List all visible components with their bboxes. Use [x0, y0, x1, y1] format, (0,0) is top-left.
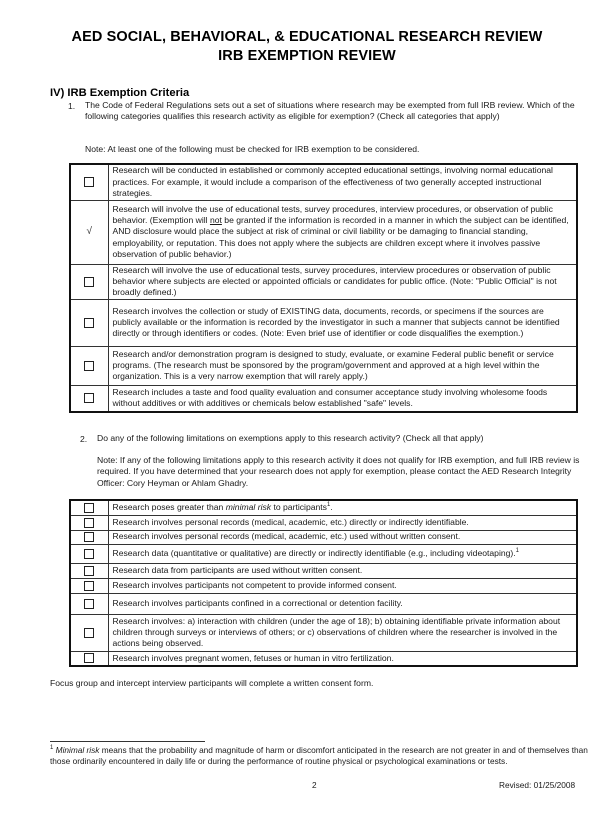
limitation-checkbox-4[interactable]	[70, 544, 108, 563]
table-row	[70, 200, 577, 264]
checkbox-empty-icon	[84, 393, 94, 403]
checkbox-empty-icon	[84, 318, 94, 328]
table-row	[70, 264, 577, 299]
limitation-text: Research involves participants not competent to provide informed consent.	[108, 578, 577, 593]
limitation-checkbox-1[interactable]	[70, 500, 108, 515]
checkbox-empty-icon	[84, 599, 94, 609]
limitation-text: Research data from participants are used without written consent.	[108, 563, 577, 578]
table-row	[70, 299, 577, 346]
question-1-note: Note: At least one of the following must be checked for IRB exemption to be considered.	[85, 144, 420, 154]
limitation-checkbox-9[interactable]	[70, 651, 108, 666]
footnote: $^1$ Minimal risk means that the probability and magnitude of harm or discomfort anticipated in the research are not greater in and of themselves than those ordinarily encountered in daily life or during the performance of routine physical or psychological examinations or tests.	[50, 745, 588, 767]
table-row	[70, 578, 577, 593]
exemption-criteria-table	[69, 163, 578, 413]
table-row	[70, 651, 577, 666]
table-row	[70, 346, 577, 385]
revision-date: Revised: 01/25/2008	[499, 780, 576, 790]
limitation-checkbox-5[interactable]	[70, 563, 108, 578]
checkbox-empty-icon	[84, 518, 94, 528]
checkbox-empty-icon	[84, 532, 94, 542]
page-number: 2	[312, 780, 317, 790]
limitation-text: Research involves: a) interaction with children (under the age of 18); b) obtaining identifiable private information about children through surveys or interviews of others; or c) observations of children where the researcher is involved in the actions being observed.	[108, 614, 577, 651]
exemption-text: Research involves the collection or study of EXISTING data, documents, records, or specimens if the sources are publicly available or the information is recorded by the investigator in such a manner that subjects cannot be identified directly or through identifiers or codes. (Note: Even brief use of identifier or code disqualifies the exemption.)	[108, 299, 577, 346]
question-2-number: 2.	[80, 434, 88, 444]
checkbox-empty-icon	[84, 628, 94, 638]
exemption-text: Research includes a taste and food quality evaluation and consumer acceptance study involving wholesome foods without additives or with additives or chemicals below established "safe" levels.	[108, 385, 577, 412]
limitation-text: Research data (quantitative or qualitative) are directly or indirectly identifiable (e.g., including videotaping).$^1$	[108, 544, 577, 563]
limitation-checkbox-8[interactable]	[70, 614, 108, 651]
checkbox-empty-icon	[84, 503, 94, 513]
question-2-text: Do any of the following limitations on exemptions apply to this research activity? (Check all that apply)	[97, 433, 484, 443]
table-row	[70, 385, 577, 412]
document-title: AED SOCIAL, BEHAVIORAL, & EDUCATIONAL RESEARCH REVIEW	[71, 29, 543, 45]
table-row	[70, 530, 577, 544]
consent-statement: Focus group and intercept interview participants will complete a written consent form.	[50, 678, 374, 688]
checkbox-empty-icon	[84, 177, 94, 187]
limitations-table	[69, 499, 578, 667]
limitation-checkbox-6[interactable]	[70, 578, 108, 593]
checkbox-empty-icon	[84, 581, 94, 591]
exemption-checkbox-1[interactable]	[70, 164, 108, 200]
table-row	[70, 614, 577, 651]
checkbox-empty-icon	[84, 549, 94, 559]
checkbox-empty-icon	[84, 361, 94, 371]
limitation-text: Research involves personal records (medical, academic, etc.) used without written consent.	[108, 530, 577, 544]
footnote-ref[interactable]: 1	[326, 502, 331, 509]
footnote-ref[interactable]: 1	[515, 547, 520, 554]
footnote-divider	[50, 741, 205, 742]
exemption-checkbox-2[interactable]	[70, 200, 108, 264]
table-row	[70, 164, 577, 200]
limitation-text: Research involves participants confined in a correctional or detention facility.	[108, 593, 577, 614]
checkbox-empty-icon	[84, 653, 94, 663]
table-row	[70, 500, 577, 515]
exemption-checkbox-6[interactable]	[70, 385, 108, 412]
exemption-text: Research and/or demonstration program is designed to study, evaluate, or examine Federal public benefit or service programs. (The research must be sponsored by the program/government and approved at a high level within the organization. This is a very narrow exemption that will rarely apply.)	[108, 346, 577, 385]
limitation-checkbox-3[interactable]	[70, 530, 108, 544]
exemption-checkbox-3[interactable]	[70, 264, 108, 299]
exemption-checkbox-4[interactable]	[70, 299, 108, 346]
limitation-text: Research poses greater than minimal risk to participants$^1$.	[108, 500, 577, 515]
table-row	[70, 563, 577, 578]
table-row	[70, 515, 577, 530]
exemption-checkbox-5[interactable]	[70, 346, 108, 385]
exemption-text: Research will be conducted in established or commonly accepted educational settings, involving normal educational practices. For example, it would include a comparison of the effectiveness of two generally accepted instructional strategies.	[108, 164, 577, 200]
limitation-checkbox-2[interactable]	[70, 515, 108, 530]
question-1-number: 1.	[68, 101, 76, 111]
limitation-checkbox-7[interactable]	[70, 593, 108, 614]
check-mark-icon: √	[86, 226, 92, 238]
checkbox-empty-icon	[84, 277, 94, 287]
table-row	[70, 593, 577, 614]
limitation-text: Research involves pregnant women, fetuses or human in vitro fertilization.	[108, 651, 577, 666]
checkbox-empty-icon	[84, 566, 94, 576]
question-1-text: The Code of Federal Regulations sets out a set of situations where research may be exempted from full IRB review. Which of the following categories qualifies this research activity as eligible for exemption? (Check all categories that apply)	[85, 100, 575, 122]
exemption-text: Research will involve the use of educational tests, survey procedures, interview procedures or observation of public behavior where subjects are elected or appointed officials or candidates for public office. (Note: "Public Official" is not broadly defined.)	[108, 264, 577, 299]
question-2-note: Note: If any of the following limitations apply to this research activity it does not qualify for IRB exemption, and full IRB review is required. If you have determined that your research does not apply for exemption, please contact the AED Research Integrity Officer: Cory Heyman or Ahlam Ghadry.	[97, 455, 580, 488]
exemption-text: Research will involve the use of educational tests, survey procedures, interview procedures, or observation of public behavior. (Exemption will not be granted if the information is recorded in a manner in which the subject can be identified, AND disclosure would place the subject at risk of criminal or civil liability or be damaging to financial standing, employability, or reputation. This does not apply where the subjects are children except where it involves passive observation of public behavior.)	[108, 200, 577, 264]
document-subtitle: IRB EXEMPTION REVIEW	[218, 48, 396, 64]
table-row	[70, 544, 577, 563]
section-heading: IV) IRB Exemption Criteria	[50, 87, 190, 99]
limitation-text: Research involves personal records (medical, academic, etc.) directly or indirectly identifiable.	[108, 515, 577, 530]
